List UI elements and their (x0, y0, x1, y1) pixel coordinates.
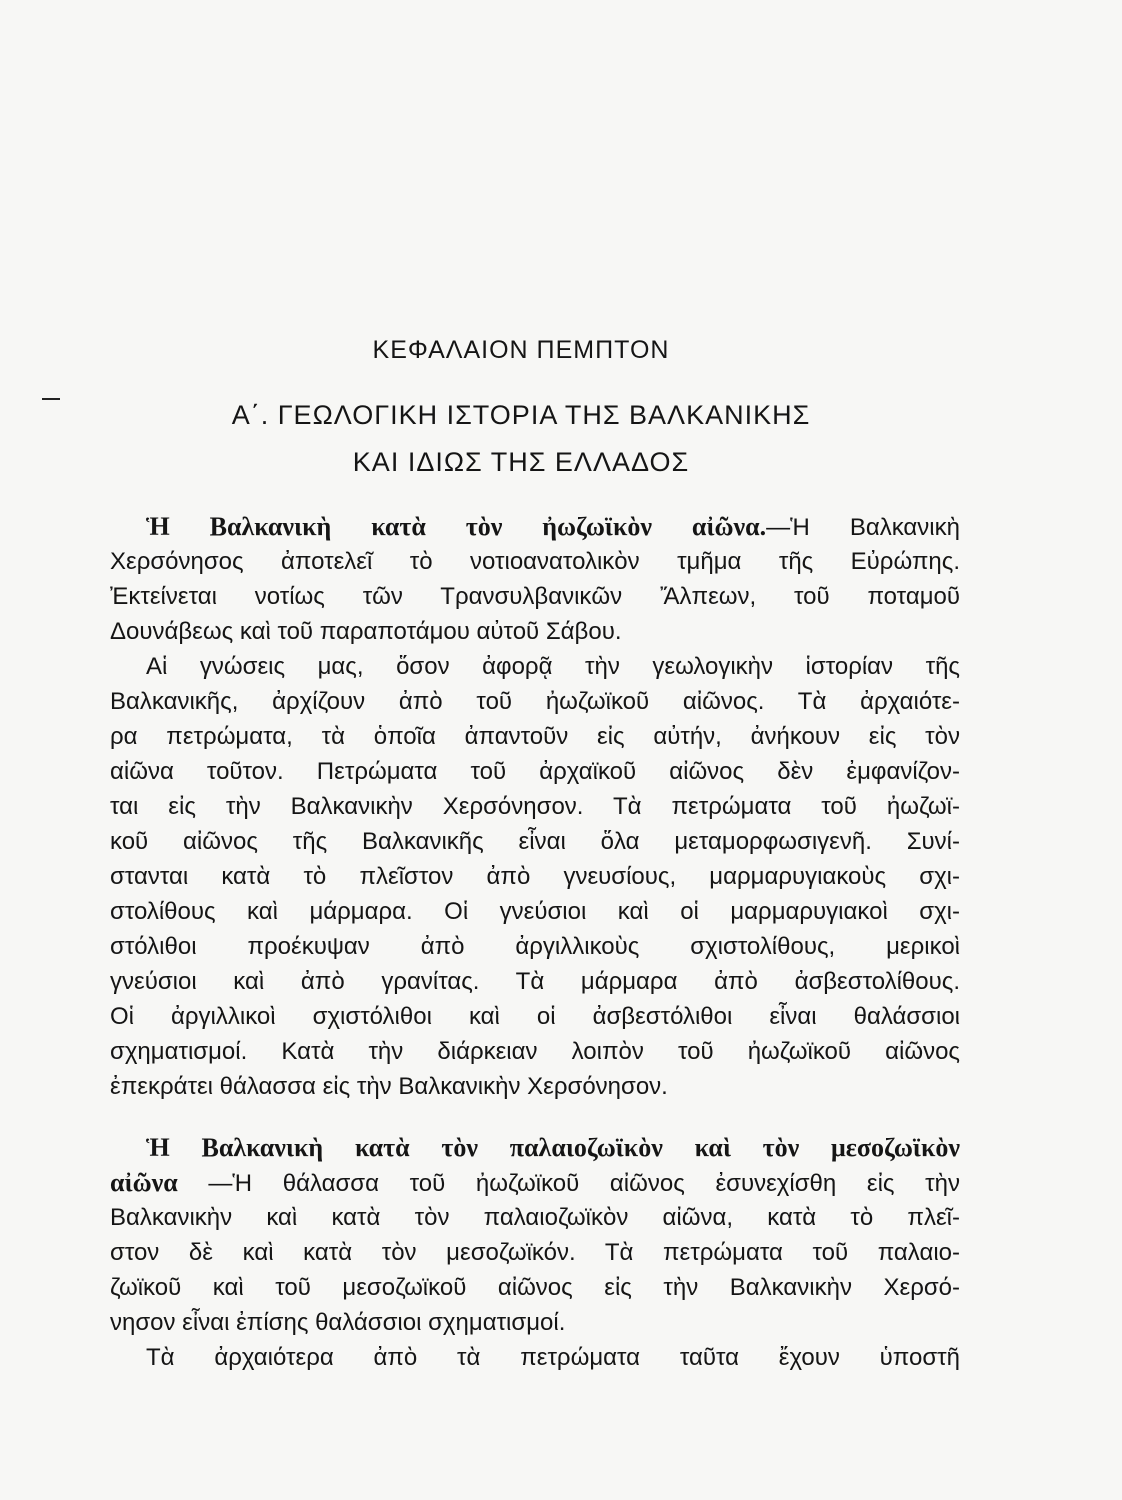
section-eozoic (110, 509, 960, 1104)
paragraph-title: Ἡ Βαλκανικὴ κατὰ τὸν ἠωζωϊκὸν αἰῶνα. (146, 512, 767, 541)
paragraph-line: αἰῶνα τοῦτον. Πετρώματα τοῦ ἀρχαϊκοῦ αἰῶνος δὲν ἐμφανίζον- (110, 758, 960, 785)
paragraph-line: Βαλκανικῆς, ἀρχίζουν ἀπὸ τοῦ ἠωζωϊκοῦ αἰῶνος. Τὰ ἀρχαιότε- (110, 688, 960, 715)
paragraph-line: στανται κατὰ τὸ πλεῖστον ἀπὸ γνευσίους, μαρμαρυγιακοὺς σχι- (110, 863, 960, 890)
chapter-title: ΚΕΦΑΛΑΙΟΝ ΠΕΜΠΤΟΝ (372, 336, 670, 364)
paragraph-line: γνεύσιοι καὶ ἀπὸ γρανίτας. Τὰ μάρμαρα ἀπὸ ἀσβεστολίθους. (110, 968, 960, 995)
paragraph-line: σχηματισμοί. Κατὰ τὴν διάρκειαν λοιπὸν τοῦ ἠωζωϊκοῦ αἰῶνος (110, 1038, 960, 1065)
paragraph-line (110, 1130, 960, 1165)
paragraph-line: Ἡ Βαλκανικὴ κατὰ τὸν ἠωζωϊκὸν αἰῶνα.—Ἡ Βαλκανικὴ (146, 512, 960, 541)
paragraph-line: Δουνάβεως καὶ τοῦ παραποτάμου αὐτοῦ Σάβου. (110, 618, 622, 645)
paragraph-line: Αἱ γνώσεις μας, ὅσον ἀφορᾷ τὴν γεωλογικὴν ἱστορίαν τῆς (146, 653, 960, 680)
paragraph-line: Οἱ ἀργιλλικοὶ σχιστόλιθοι καὶ οἱ ἀσβεστόλιθοι εἶναι θαλάσσιοι (110, 1003, 960, 1030)
paragraph-line: κοῦ αἰῶνος τῆς Βαλκανικῆς εἶναι ὅλα μεταμορφωσιγενῆ. Συνί- (110, 828, 960, 855)
paragraph-line: νησον εἶναι ἐπίσης θαλάσσιοι σχηματισμοί. (110, 1309, 566, 1336)
section-paleozoic-mesozoic (110, 1130, 960, 1375)
paragraph-line: στόλιθοι προέκυψαν ἀπὸ ἀργιλλικοὺς σχιστολίθους, μερικοὶ (110, 933, 960, 960)
section-heading-line-2: ΚΑΙ ΙΔΙΩΣ ΤΗΣ ΕΛΛΑΔΟΣ (352, 447, 690, 477)
paragraph-line: ται εἰς τὴν Βαλκανικὴν Χερσόνησον. Τὰ πετρώματα τοῦ ἠωζωϊ- (110, 793, 960, 820)
paragraph-line: Βαλκανικὴν καὶ κατὰ τὸν παλαιοζωϊκὸν αἰῶνα, κατὰ τὸ πλεῖ- (110, 1204, 960, 1231)
paragraph-line: ἐπεκράτει θάλασσα εἰς τὴν Βαλκανικὴν Χερσόνησον. (110, 1073, 668, 1100)
paragraph-line: ρα πετρώματα, τὰ ὁποῖα ἀπαντοῦν εἰς αὐτήν, ἀνήκουν εἰς τὸν (110, 723, 960, 750)
paragraph-title-cont: αἰῶνα (110, 1168, 178, 1197)
section-heading-line-1: Α΄. ΓΕΩΛΟΓΙΚΗ ΙΣΤΟΡΙΑ ΤΗΣ ΒΑΛΚΑΝΙΚΗΣ (231, 400, 811, 430)
paragraph-line: στον δὲ καὶ κατὰ τὸν μεσοζωϊκόν. Τὰ πετρώματα τοῦ παλαιο- (110, 1239, 960, 1266)
paragraph-line: ζωϊκοῦ καὶ τοῦ μεσοζωϊκοῦ αἰῶνος εἰς τὴν Βαλκανικὴν Χερσό- (110, 1274, 960, 1301)
paragraph-line: Τὰ ἀρχαιότερα ἀπὸ τὰ πετρώματα ταῦτα ἔχουν ὑποστῆ (146, 1344, 960, 1371)
paragraph-line: Χερσόνησος ἀποτελεῖ τὸ νοτιοανατολικὸν τμῆμα τῆς Εὐρώπης. (110, 548, 960, 575)
paragraph-line: αἰῶνα —Ἡ θάλασσα τοῦ ἠωζωϊκοῦ αἰῶνος ἐσυνεχίσθη εἰς τὴν (110, 1168, 960, 1197)
paragraph-line: στολίθους καὶ μάρμαρα. Οἱ γνεύσιοι καὶ οἱ μαρμαρυγιακοὶ σχι- (110, 898, 960, 925)
paragraph-line: Ἐκτείνεται νοτίως τῶν Τρανσυλβανικῶν Ἄλπεων, τοῦ ποταμοῦ (110, 583, 960, 610)
paragraph-title: Ἡ Βαλκανικὴ κατὰ τὸν παλαιοζωϊκὸν καὶ τὸν μεσοζωϊκὸν (146, 1133, 960, 1162)
